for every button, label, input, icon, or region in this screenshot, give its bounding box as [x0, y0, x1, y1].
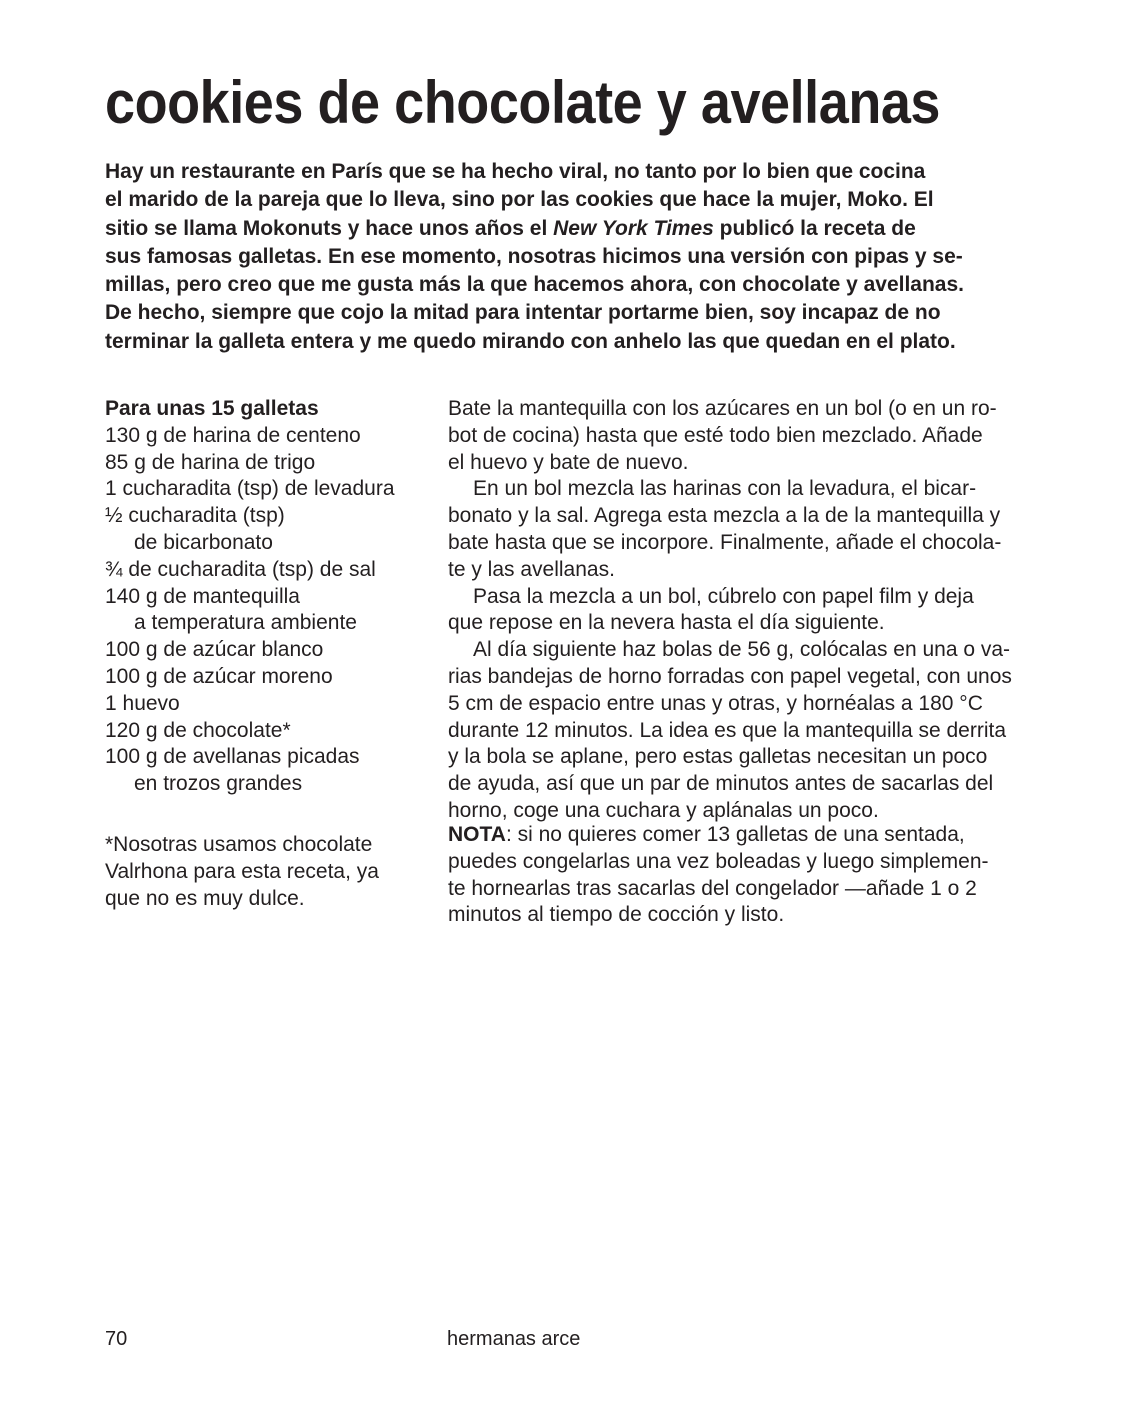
text-span: que repose en la nevera hasta el día siguiente. [448, 611, 885, 635]
text-span: a temperatura ambiente [134, 611, 357, 635]
text-span: sus famosas galletas. En ese momento, nosotras hicimos una versión con pipas y se- [105, 244, 963, 268]
servings-heading: Para unas 15 galletas [105, 397, 319, 420]
intro-line [105, 328, 1025, 356]
ingredient-line [105, 557, 440, 584]
text-span: te hornearlas tras sacarlas del congelador —añade 1 o 2 [448, 876, 977, 900]
text-span: 1 huevo [105, 691, 180, 715]
nota-paragraph [448, 822, 1020, 929]
ingredient-line [105, 610, 440, 637]
nota-line [448, 876, 1020, 903]
instruction-line [448, 450, 1020, 477]
instruction-line [448, 530, 1020, 557]
text-span: horno, coge una cuchara y aplánalas un poco. [448, 798, 879, 822]
text-span: 5 cm de espacio entre unas y otras, y hornéalas a 180 °C [448, 691, 983, 715]
instruction-line [448, 557, 1020, 584]
ingredient-line [105, 503, 440, 530]
instruction-line [448, 664, 1020, 691]
intro-line [105, 158, 1025, 186]
instruction-line [448, 503, 1020, 530]
text-span: publicó la receta de [713, 216, 916, 240]
text-span: 100 g de avellanas picadas [105, 745, 360, 769]
ingredients-list [105, 423, 440, 798]
text-span: en trozos grandes [134, 772, 303, 796]
text-span: minutos al tiempo de cocción y listo. [448, 903, 785, 927]
ingredient-line [105, 637, 440, 664]
instruction-line [448, 637, 1020, 664]
ingredients-column [105, 396, 440, 798]
instruction-line [448, 423, 1020, 450]
footnote-line [105, 859, 440, 886]
text-span: 1 cucharadita (tsp) de levadura [105, 477, 395, 501]
text-span: *Nosotras usamos chocolate [105, 833, 373, 856]
text-span: de ayuda, así que un par de minutos antes de sacarlas del [448, 772, 994, 796]
nota-line [448, 849, 1020, 876]
text-span: ¾ de cucharadita (tsp) de sal [105, 557, 376, 581]
chocolate-footnote [105, 832, 440, 912]
ingredient-line [105, 718, 440, 745]
instruction-line [448, 610, 1020, 637]
text-span: y la bola se aplane, pero estas galletas necesitan un poco [448, 745, 988, 769]
running-footer: hermanas arce [447, 1328, 581, 1350]
instruction-line [448, 798, 1020, 825]
text-span: 130 g de harina de centeno [105, 423, 361, 447]
text-span: Pasa la mezcla a un bol, cúbrelo con papel film y deja [473, 584, 974, 608]
text-span: millas, pero creo que me gusta más la que hacemos ahora, con chocolate y avellanas. [105, 273, 965, 297]
ingredient-line [105, 691, 440, 718]
intro-line [105, 215, 1025, 243]
intro-paragraph [105, 158, 1025, 356]
intro-line [105, 186, 1025, 214]
intro-line [105, 299, 1025, 327]
text-span: 120 g de chocolate* [105, 718, 291, 742]
text-span: De hecho, siempre que cojo la mitad para intentar portarme bien, soy incapaz de no [105, 301, 941, 325]
intro-line [105, 271, 1025, 299]
text-span: ½ cucharadita (tsp) [105, 504, 285, 528]
bold-label: NOTA [448, 823, 506, 846]
instruction-line [448, 771, 1020, 798]
text-span: el marido de la pareja que lo lleva, sino por las cookies que hace la mujer, Moko. El [105, 188, 934, 212]
text-span: 100 g de azúcar moreno [105, 664, 333, 688]
nota-line [448, 902, 1020, 929]
footnote-line [105, 886, 440, 913]
instructions-column [448, 396, 1020, 825]
intro-line [105, 243, 1025, 271]
text-span: durante 12 minutos. La idea es que la mantequilla se derrita [448, 718, 1007, 742]
instruction-line [448, 584, 1020, 611]
ingredient-line [105, 584, 440, 611]
text-span: Al día siguiente haz bolas de 56 g, colócalas en una o va- [473, 638, 1011, 662]
text-span: 85 g de harina de trigo [105, 450, 316, 474]
instruction-line [448, 718, 1020, 745]
page-number: 70 [105, 1328, 128, 1350]
instruction-line [448, 396, 1020, 423]
text-span: : si no quieres comer 13 galletas de una sentada, [505, 823, 965, 846]
text-span: puedes congelarlas una vez boleadas y luego simplemen- [448, 849, 989, 873]
text-span: sitio se llama Mokonuts y hace unos años el [105, 216, 554, 240]
text-span: te y las avellanas. [448, 557, 615, 581]
text-span: 100 g de azúcar blanco [105, 638, 324, 662]
text-span: Hay un restaurante en París que se ha hecho viral, no tanto por lo bien que cocina [105, 160, 926, 183]
text-span: bonato y la sal. Agrega esta mezcla a la de la mantequilla y [448, 504, 1001, 528]
instruction-line [448, 476, 1020, 503]
ingredient-line [105, 744, 440, 771]
ingredient-line [105, 664, 440, 691]
text-span: terminar la galleta entera y me quedo mirando con anhelo las que quedan en el plato. [105, 329, 956, 353]
ingredient-line [105, 450, 440, 477]
footnote-line [105, 832, 440, 859]
text-span: rias bandejas de horno forradas con papel vegetal, con unos [448, 664, 1012, 688]
italic-text: New York Times [553, 216, 714, 240]
text-span: Bate la mantequilla con los azúcares en un bol (o en un ro- [448, 397, 997, 420]
ingredient-line [105, 423, 440, 450]
nota-line [448, 822, 1020, 849]
ingredient-line [105, 771, 440, 798]
ingredient-line [105, 530, 440, 557]
instruction-line [448, 691, 1020, 718]
page-title: cookies de chocolate y avellanas [105, 69, 941, 136]
text-span: el huevo y bate de nuevo. [448, 450, 689, 474]
text-span: bot de cocina) hasta que esté todo bien mezclado. Añade [448, 423, 983, 447]
instruction-line [448, 744, 1020, 771]
text-span: que no es muy dulce. [105, 886, 305, 910]
text-span: bate hasta que se incorpore. Finalmente, añade el chocola- [448, 530, 1002, 554]
text-span: Valrhona para esta receta, ya [105, 859, 379, 883]
text-span: En un bol mezcla las harinas con la levadura, el bicar- [473, 477, 977, 501]
ingredient-line [105, 476, 440, 503]
text-span: 140 g de mantequilla [105, 584, 300, 608]
text-span: de bicarbonato [134, 530, 273, 554]
